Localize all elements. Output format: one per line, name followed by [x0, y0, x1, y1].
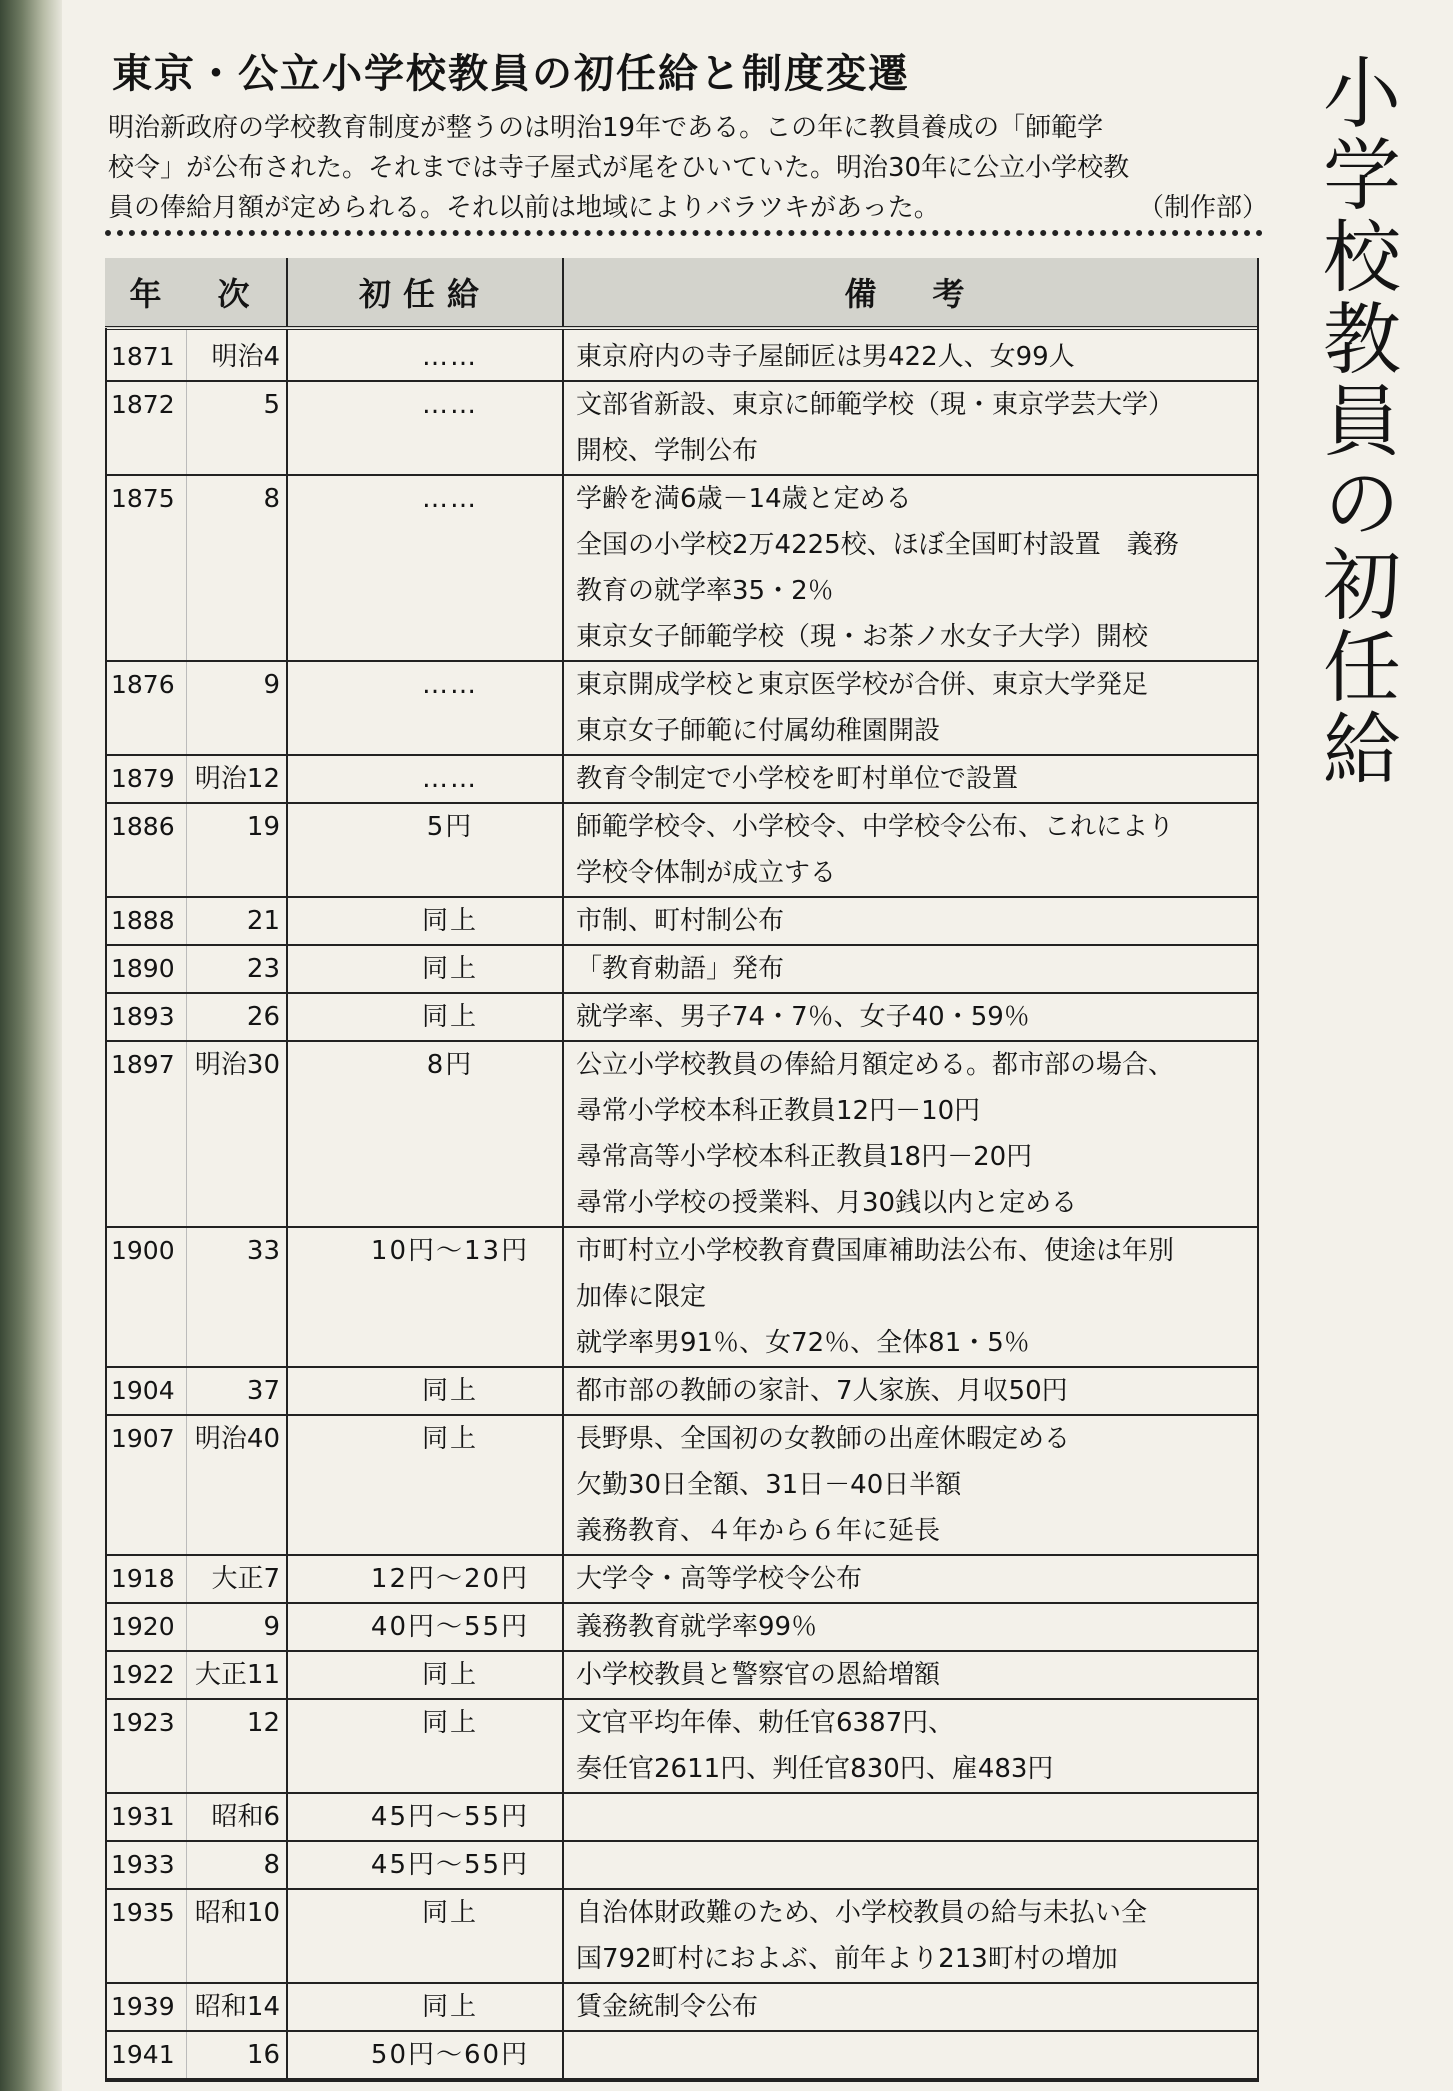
table-row	[105, 897, 1257, 945]
note-line: 東京府内の寺子屋師匠は男422人、女99人	[576, 342, 1075, 372]
era-cell: 明治4	[186, 328, 287, 381]
table-row	[105, 1041, 1257, 1227]
note-line: 都市部の教師の家計、7人家族、月収50円	[576, 1376, 1068, 1406]
era-cell: 明治30	[186, 1041, 287, 1227]
year-cell: 1888	[105, 897, 186, 945]
notes-cell	[563, 993, 1257, 1041]
notes-cell	[563, 1041, 1257, 1227]
table-row	[105, 993, 1257, 1041]
intro-paragraph	[108, 108, 1268, 228]
salary-cell: ……	[287, 381, 563, 475]
era-cell: 8	[186, 1841, 287, 1889]
notes-cell	[563, 661, 1257, 755]
notes-cell	[563, 328, 1257, 381]
era-cell: 9	[186, 661, 287, 755]
notes-cell	[563, 945, 1257, 993]
era-cell: 9	[186, 1603, 287, 1651]
salary-cell: 10円～13円	[287, 1227, 563, 1367]
note-line: 義務教育就学率99％	[576, 1612, 818, 1642]
note-line: 教育令制定で小学校を町村単位で設置	[576, 764, 1019, 794]
intro-line: 校令」が公布された。それまでは寺子屋式が尾をひいていた。明治30年に公立小学校教	[108, 153, 1130, 183]
table-row	[105, 475, 1257, 661]
salary-cell: 同上	[287, 1699, 563, 1793]
salary-cell: 45円～55円	[287, 1793, 563, 1841]
note-line: 就学率男91％、女72％、全体81・5％	[576, 1328, 1030, 1358]
note-line: 全国の小学校2万4225校、ほぼ全国町村設置 義務	[576, 530, 1179, 560]
notes-cell	[563, 475, 1257, 661]
notes-cell	[563, 897, 1257, 945]
notes-cell	[563, 1889, 1257, 1983]
note-line: 長野県、全国初の女教師の出産休暇定める	[576, 1424, 1071, 1454]
note-line: 尋常小学校本科正教員12円－10円	[576, 1096, 981, 1126]
note-line: 文官平均年俸、勅任官6387円、	[576, 1708, 955, 1738]
era-cell: 26	[186, 993, 287, 1041]
note-line: 師範学校令、小学校令、中学校令公布、これにより	[576, 812, 1175, 842]
intro-line-text: 員の俸給月額が定められる。それ以前は地域によりバラツキがあった。	[108, 193, 940, 223]
notes-cell	[563, 1227, 1257, 1367]
year-cell: 1933	[105, 1841, 186, 1889]
era-cell: 21	[186, 897, 287, 945]
note-line: 開校、学制公布	[576, 436, 759, 466]
table-row	[105, 1555, 1257, 1603]
note-line: 公立小学校教員の俸給月額定める。都市部の場合、	[576, 1050, 1175, 1080]
table-row	[105, 381, 1257, 475]
era-cell: 16	[186, 2031, 287, 2079]
salary-cell: ……	[287, 755, 563, 803]
table-row	[105, 755, 1257, 803]
year-cell: 1922	[105, 1651, 186, 1699]
salary-history-table	[105, 258, 1257, 2080]
era-cell: 12	[186, 1699, 287, 1793]
salary-cell: 同上	[287, 1415, 563, 1555]
table-header-row	[105, 258, 1257, 328]
year-cell: 1923	[105, 1699, 186, 1793]
era-cell: 昭和6	[186, 1793, 287, 1841]
note-line: 学齢を満6歳－14歳と定める	[576, 484, 912, 514]
notes-cell	[563, 755, 1257, 803]
vertical-title: 小学校教員の初任給	[1310, 52, 1400, 790]
salary-cell: ……	[287, 475, 563, 661]
year-cell: 1941	[105, 2031, 186, 2079]
salary-cell: 40円～55円	[287, 1603, 563, 1651]
intro-line	[108, 188, 1268, 228]
note-line: 加俸に限定	[576, 1282, 707, 1312]
table-row	[105, 2031, 1257, 2079]
dotted-divider	[105, 230, 1263, 236]
table-row	[105, 1841, 1257, 1889]
year-cell: 1907	[105, 1415, 186, 1555]
note-line: 自治体財政難のため、小学校教員の給与未払い全	[576, 1898, 1147, 1928]
book-binding-shadow	[0, 0, 62, 2091]
note-line: 東京女子師範学校（現・お茶ノ水女子大学）開校	[576, 622, 1149, 652]
page-title: 東京・公立小学校教員の初任給と制度変遷	[112, 51, 910, 97]
note-line	[576, 1794, 1257, 1840]
salary-cell: 45円～55円	[287, 1841, 563, 1889]
note-line: 「教育勅語」発布	[576, 954, 785, 984]
note-line: 小学校教員と警察官の恩給増額	[576, 1660, 941, 1690]
year-cell: 1875	[105, 475, 186, 661]
salary-cell: 同上	[287, 993, 563, 1041]
salary-cell: 同上	[287, 1983, 563, 2031]
year-cell: 1897	[105, 1041, 186, 1227]
salary-cell: 同上	[287, 897, 563, 945]
table-row	[105, 1699, 1257, 1793]
table-row	[105, 328, 1257, 381]
note-line: 教育の就学率35・2％	[576, 576, 834, 606]
notes-cell	[563, 1699, 1257, 1793]
note-line: 就学率、男子74・7％、女子40・59％	[576, 1002, 1030, 1032]
era-cell: 8	[186, 475, 287, 661]
year-cell: 1904	[105, 1367, 186, 1415]
intro-line: 明治新政府の学校教育制度が整うのは明治19年である。この年に教員養成の「師範学	[108, 113, 1104, 143]
year-cell: 1931	[105, 1793, 186, 1841]
note-line: 大学令・高等学校令公布	[576, 1564, 863, 1594]
note-line: 義務教育、４年から６年に延長	[576, 1516, 941, 1546]
salary-cell: 同上	[287, 945, 563, 993]
table-row	[105, 1415, 1257, 1555]
note-line	[576, 1842, 1257, 1888]
era-cell: 明治12	[186, 755, 287, 803]
year-cell: 1879	[105, 755, 186, 803]
note-line: 市制、町村制公布	[576, 906, 785, 936]
note-line: 奏任官2611円、判任官830円、雇483円	[576, 1754, 1054, 1784]
salary-cell: 同上	[287, 1889, 563, 1983]
era-cell: 19	[186, 803, 287, 897]
notes-cell	[563, 1651, 1257, 1699]
salary-cell: 5円	[287, 803, 563, 897]
table-row	[105, 1367, 1257, 1415]
note-line: 尋常高等小学校本科正教員18円－20円	[576, 1142, 1033, 1172]
year-cell: 1886	[105, 803, 186, 897]
era-cell: 5	[186, 381, 287, 475]
note-line: 市町村立小学校教育費国庫補助法公布、使途は年別	[576, 1236, 1175, 1266]
era-cell: 33	[186, 1227, 287, 1367]
year-cell: 1872	[105, 381, 186, 475]
table-row	[105, 1651, 1257, 1699]
year-cell: 1918	[105, 1555, 186, 1603]
note-line: 学校令体制が成立する	[576, 858, 837, 888]
era-cell: 昭和10	[186, 1889, 287, 1983]
notes-cell	[563, 381, 1257, 475]
table-row	[105, 1983, 1257, 2031]
year-cell: 1893	[105, 993, 186, 1041]
salary-cell: ……	[287, 328, 563, 381]
salary-cell: 同上	[287, 1367, 563, 1415]
table-row	[105, 1889, 1257, 1983]
era-cell: 23	[186, 945, 287, 993]
year-cell: 1876	[105, 661, 186, 755]
note-line: 賃金統制令公布	[576, 1992, 759, 2022]
notes-cell	[563, 1603, 1257, 1651]
notes-cell	[563, 1555, 1257, 1603]
year-cell: 1900	[105, 1227, 186, 1367]
note-line: 文部省新設、東京に師範学校（現・東京学芸大学）	[576, 390, 1175, 420]
year-cell: 1935	[105, 1889, 186, 1983]
era-cell: 大正11	[186, 1651, 287, 1699]
note-line: 欠勤30日全額、31日－40日半額	[576, 1470, 962, 1500]
salary-cell: ……	[287, 661, 563, 755]
salary-cell: 50円～60円	[287, 2031, 563, 2079]
era-cell: 明治40	[186, 1415, 287, 1555]
table-row	[105, 945, 1257, 993]
header-salary: 初任給	[287, 258, 563, 328]
note-line	[576, 2032, 1257, 2078]
notes-cell	[563, 2031, 1257, 2079]
note-line: 東京女子師範に付属幼稚園開設	[576, 716, 941, 746]
table-row	[105, 1603, 1257, 1651]
note-line: 尋常小学校の授業料、月30銭以内と定める	[576, 1188, 1078, 1218]
year-cell: 1920	[105, 1603, 186, 1651]
note-line: 東京開成学校と東京医学校が合併、東京大学発足	[576, 670, 1149, 700]
salary-cell: 同上	[287, 1651, 563, 1699]
table-row	[105, 803, 1257, 897]
year-cell: 1890	[105, 945, 186, 993]
era-cell: 大正7	[186, 1555, 287, 1603]
era-cell: 昭和14	[186, 1983, 287, 2031]
table-row	[105, 1793, 1257, 1841]
notes-cell	[563, 1841, 1257, 1889]
notes-cell	[563, 803, 1257, 897]
header-year: 年 次	[105, 258, 287, 328]
year-cell: 1939	[105, 1983, 186, 2031]
salary-cell: 12円～20円	[287, 1555, 563, 1603]
notes-cell	[563, 1415, 1257, 1555]
table-row	[105, 1227, 1257, 1367]
table-row	[105, 661, 1257, 755]
credit: （制作部）	[1137, 193, 1268, 223]
notes-cell	[563, 1367, 1257, 1415]
era-cell: 37	[186, 1367, 287, 1415]
notes-cell	[563, 1983, 1257, 2031]
salary-cell: 8円	[287, 1041, 563, 1227]
year-cell: 1871	[105, 328, 186, 381]
header-notes: 備 考	[563, 258, 1257, 328]
note-line: 国792町村におよぶ、前年より213町村の増加	[576, 1944, 1118, 1974]
notes-cell	[563, 1793, 1257, 1841]
